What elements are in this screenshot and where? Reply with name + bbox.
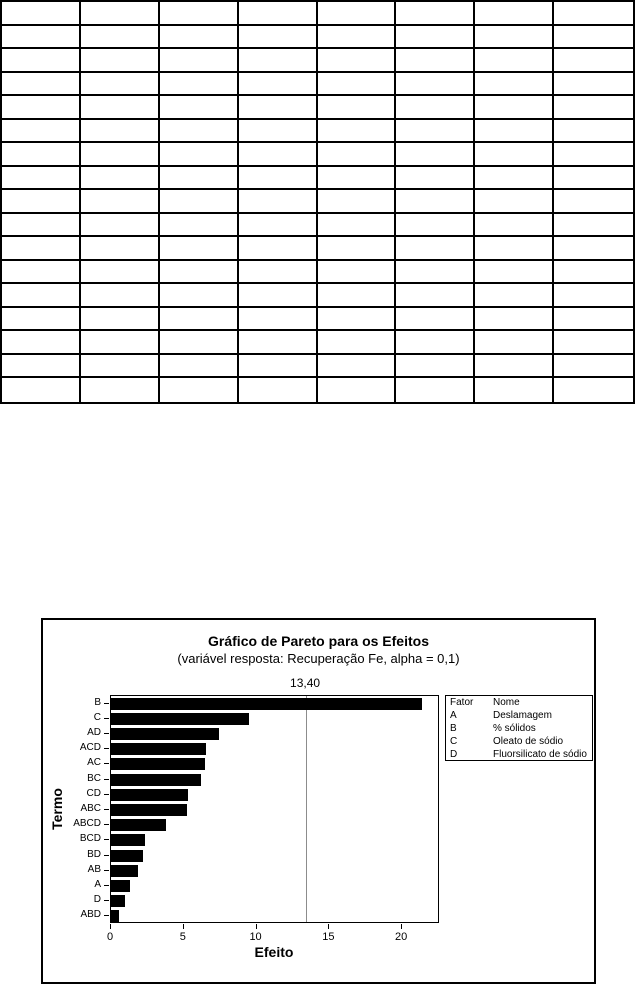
- y-category-label: AC: [87, 757, 101, 769]
- table-cell: [239, 261, 318, 285]
- table-cell: [396, 120, 475, 144]
- table-cell: [554, 190, 633, 214]
- bar-ABCD: [111, 819, 166, 831]
- table-cell: [475, 73, 554, 97]
- table-cell: [2, 308, 81, 332]
- y-category-label: AB: [87, 863, 101, 875]
- table-cell: [318, 73, 397, 97]
- table-cell: [554, 120, 633, 144]
- table-cell: [239, 308, 318, 332]
- table-cell: [2, 355, 81, 379]
- table-cell: [475, 284, 554, 308]
- table-cell: [475, 120, 554, 144]
- table-cell: [318, 96, 397, 120]
- table-cell: [239, 2, 318, 26]
- legend-row: [446, 749, 592, 762]
- y-tick: [104, 718, 109, 719]
- y-category-label: ABCD: [73, 818, 101, 830]
- y-category-label: C: [93, 711, 101, 723]
- table-cell: [239, 120, 318, 144]
- table-cell: [2, 237, 81, 261]
- table-cell: [2, 284, 81, 308]
- table-cell: [160, 96, 239, 120]
- legend-name: Nome: [493, 697, 520, 708]
- table-cell: [318, 308, 397, 332]
- table-cell: [160, 120, 239, 144]
- table-cell: [554, 261, 633, 285]
- table-cell: [318, 237, 397, 261]
- table-cell: [396, 49, 475, 73]
- table-cell: [160, 49, 239, 73]
- table-cell: [318, 2, 397, 26]
- table-cell: [2, 331, 81, 355]
- table-cell: [318, 143, 397, 167]
- table-cell: [475, 2, 554, 26]
- plot-area: [110, 695, 439, 923]
- reference-line-label: 13,40: [290, 676, 321, 690]
- y-category-label: D: [93, 894, 101, 906]
- reference-line: [306, 696, 307, 922]
- table-cell: [239, 143, 318, 167]
- bar-AC: [111, 758, 205, 770]
- table-cell: [396, 143, 475, 167]
- table-cell: [239, 284, 318, 308]
- table-cell: [318, 26, 397, 50]
- legend-factor: B: [450, 723, 457, 734]
- legend-factor: D: [450, 749, 458, 760]
- table-cell: [396, 331, 475, 355]
- table-cell: [160, 237, 239, 261]
- pareto-chart: [41, 618, 596, 984]
- legend-row: [446, 697, 592, 710]
- x-axis-title: Efeito: [254, 944, 294, 960]
- x-tick-label: 10: [249, 931, 262, 943]
- x-tick: [110, 924, 111, 929]
- table-cell: [81, 73, 160, 97]
- table-cell: [554, 378, 633, 402]
- table-cell: [2, 261, 81, 285]
- table-cell: [2, 120, 81, 144]
- bar-BC: [111, 774, 201, 786]
- legend-name: Oleato de sódio: [493, 736, 564, 747]
- table-cell: [160, 167, 239, 191]
- bar-ABC: [111, 804, 187, 816]
- table-cell: [475, 26, 554, 50]
- y-tick: [104, 885, 109, 886]
- legend-row: [446, 723, 592, 736]
- bar-CD: [111, 789, 188, 801]
- y-tick: [104, 763, 109, 764]
- table-cell: [318, 284, 397, 308]
- bar-BD: [111, 850, 143, 862]
- table-cell: [554, 214, 633, 238]
- table-cell: [239, 96, 318, 120]
- table-cell: [554, 96, 633, 120]
- table-cell: [475, 378, 554, 402]
- x-tick: [256, 924, 257, 929]
- bar-AB: [111, 865, 138, 877]
- y-category-label: ACD: [79, 742, 101, 754]
- table-cell: [160, 331, 239, 355]
- table-cell: [475, 190, 554, 214]
- y-category-label: BC: [87, 772, 101, 784]
- table-cell: [554, 143, 633, 167]
- table-cell: [396, 2, 475, 26]
- table-cell: [554, 355, 633, 379]
- y-category-label: B: [94, 696, 101, 708]
- y-tick: [104, 839, 109, 840]
- table-cell: [160, 73, 239, 97]
- legend-row: [446, 710, 592, 723]
- y-tick: [104, 733, 109, 734]
- table-cell: [81, 143, 160, 167]
- table-cell: [81, 355, 160, 379]
- y-category-label: CD: [86, 787, 101, 799]
- table-cell: [2, 26, 81, 50]
- table-cell: [554, 308, 633, 332]
- table-cell: [554, 49, 633, 73]
- table-cell: [318, 214, 397, 238]
- table-cell: [475, 331, 554, 355]
- table-cell: [2, 190, 81, 214]
- table-cell: [318, 261, 397, 285]
- table-cell: [2, 143, 81, 167]
- y-tick: [104, 748, 109, 749]
- x-tick-label: 20: [395, 931, 408, 943]
- table-cell: [81, 49, 160, 73]
- table-cell: [554, 167, 633, 191]
- y-category-label: BD: [87, 848, 101, 860]
- table-cell: [396, 378, 475, 402]
- y-tick: [104, 703, 109, 704]
- bar-ABD: [111, 910, 119, 922]
- table-cell: [554, 73, 633, 97]
- table-cell: [554, 26, 633, 50]
- table-cell: [396, 190, 475, 214]
- table-cell: [396, 26, 475, 50]
- legend-name: Fluorsilicato de sódio: [493, 749, 587, 760]
- table-cell: [475, 355, 554, 379]
- table-cell: [318, 167, 397, 191]
- bar-D: [111, 895, 125, 907]
- table-cell: [475, 237, 554, 261]
- legend-factor: Fator: [450, 697, 474, 708]
- table-cell: [396, 73, 475, 97]
- x-tick: [328, 924, 329, 929]
- table-cell: [81, 237, 160, 261]
- table-cell: [396, 214, 475, 238]
- table-cell: [160, 26, 239, 50]
- table-cell: [2, 73, 81, 97]
- table-cell: [318, 331, 397, 355]
- table-cell: [81, 261, 160, 285]
- chart-subtitle: (variável resposta: Recuperação Fe, alpha = 0,1): [177, 651, 460, 666]
- table-cell: [160, 355, 239, 379]
- table-cell: [396, 96, 475, 120]
- bar-C: [111, 713, 249, 725]
- table-cell: [239, 26, 318, 50]
- table-cell: [81, 214, 160, 238]
- y-tick: [104, 870, 109, 871]
- table-cell: [396, 355, 475, 379]
- table-cell: [396, 237, 475, 261]
- table-cell: [475, 214, 554, 238]
- bar-ACD: [111, 743, 206, 755]
- table-cell: [160, 143, 239, 167]
- y-axis-title: Termo: [49, 788, 65, 830]
- table-cell: [318, 120, 397, 144]
- legend-name: % sólidos: [493, 723, 536, 734]
- table-cell: [160, 214, 239, 238]
- table-cell: [81, 96, 160, 120]
- table-cell: [81, 308, 160, 332]
- table-cell: [554, 2, 633, 26]
- table-cell: [160, 261, 239, 285]
- y-tick: [104, 900, 109, 901]
- bar-B: [111, 698, 422, 710]
- table-cell: [2, 49, 81, 73]
- x-tick: [183, 924, 184, 929]
- table-cell: [160, 378, 239, 402]
- table-cell: [554, 237, 633, 261]
- table-cell: [318, 49, 397, 73]
- table-cell: [160, 308, 239, 332]
- table-cell: [239, 355, 318, 379]
- y-category-label: ABD: [80, 909, 101, 921]
- table-cell: [239, 331, 318, 355]
- bar-A: [111, 880, 130, 892]
- table-cell: [475, 308, 554, 332]
- table-cell: [160, 190, 239, 214]
- chart-title: Gráfico de Pareto para os Efeitos: [208, 633, 429, 649]
- x-tick-label: 0: [106, 931, 114, 943]
- y-tick: [104, 824, 109, 825]
- table-cell: [318, 355, 397, 379]
- table-cell: [396, 167, 475, 191]
- table-cell: [239, 167, 318, 191]
- x-tick-label: 15: [322, 931, 335, 943]
- y-category-label: BCD: [79, 833, 101, 845]
- table-cell: [239, 378, 318, 402]
- table-cell: [81, 26, 160, 50]
- bar-BCD: [111, 834, 145, 846]
- table-cell: [81, 190, 160, 214]
- table-cell: [396, 308, 475, 332]
- y-tick: [104, 779, 109, 780]
- table-cell: [160, 284, 239, 308]
- table-cell: [81, 167, 160, 191]
- table-cell: [318, 378, 397, 402]
- table-cell: [475, 49, 554, 73]
- table-cell: [239, 214, 318, 238]
- table-cell: [396, 261, 475, 285]
- table-cell: [554, 284, 633, 308]
- table-cell: [239, 237, 318, 261]
- table-cell: [239, 49, 318, 73]
- table-cell: [554, 331, 633, 355]
- legend: [445, 695, 593, 761]
- y-tick: [104, 809, 109, 810]
- bar-AD: [111, 728, 219, 740]
- y-tick: [104, 855, 109, 856]
- table-cell: [2, 96, 81, 120]
- legend-factor: C: [450, 736, 458, 747]
- table-cell: [160, 2, 239, 26]
- y-category-label: A: [94, 879, 101, 890]
- table-cell: [81, 2, 160, 26]
- y-category-label: ABC: [80, 803, 101, 814]
- empty-table: [0, 0, 635, 404]
- table-cell: [475, 261, 554, 285]
- table-cell: [475, 167, 554, 191]
- y-tick: [104, 794, 109, 795]
- table-cell: [2, 167, 81, 191]
- legend-factor: A: [450, 710, 457, 721]
- table-cell: [475, 96, 554, 120]
- table-cell: [239, 190, 318, 214]
- x-tick-label: 5: [179, 931, 186, 943]
- legend-name: Deslamagem: [493, 710, 552, 721]
- table-cell: [81, 120, 160, 144]
- table-cell: [81, 331, 160, 355]
- table-cell: [475, 143, 554, 167]
- table-cell: [2, 2, 81, 26]
- table-cell: [239, 73, 318, 97]
- legend-row: [446, 736, 592, 749]
- table-cell: [81, 284, 160, 308]
- y-tick: [104, 915, 109, 916]
- x-tick: [401, 924, 402, 929]
- y-category-label: AD: [87, 727, 101, 738]
- table-cell: [81, 378, 160, 402]
- table-cell: [396, 284, 475, 308]
- table-cell: [2, 214, 81, 238]
- table-cell: [2, 378, 81, 402]
- table-cell: [318, 190, 397, 214]
